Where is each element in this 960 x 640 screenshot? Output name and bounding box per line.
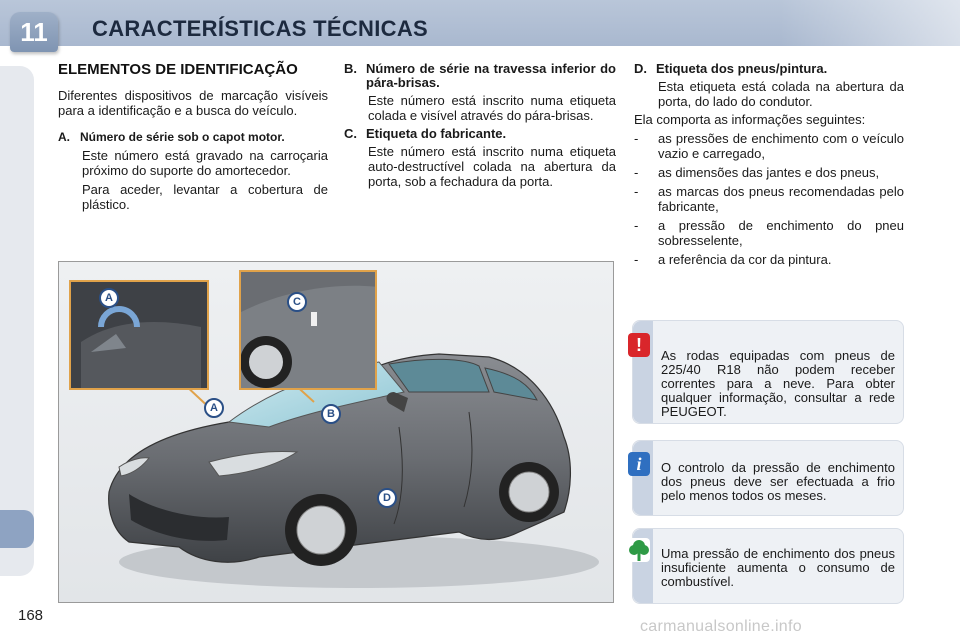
watermark: carmanualsonline.info: [640, 618, 802, 635]
engine-bay-drawing: [71, 282, 209, 390]
list-item: - as dimensões das jantes e dos pneus,: [634, 165, 880, 180]
eco-note: [632, 528, 904, 604]
intro-paragraph: Diferentes dispositivos de marcação visíveis para a identificação e a busca do veículo.: [58, 88, 328, 118]
item-c-letter: C.: [344, 126, 357, 141]
inset-engine-bay: [69, 280, 209, 390]
item-d-letter: D.: [634, 61, 647, 76]
item-a-paragraph-2: Para aceder, levantar a cobertura de plástico.: [82, 182, 328, 212]
chapter-number: 11: [10, 12, 58, 52]
marker-b: B: [321, 404, 341, 424]
item-d-title-text: Etiqueta dos pneus/pintura.: [656, 61, 828, 76]
warning-note: [632, 320, 904, 424]
item-c-title-text: Etiqueta do fabricante.: [366, 126, 507, 141]
list-item: - as pressões de enchimento com o veículo vazio e carregado,: [634, 131, 904, 161]
item-b-letter: B.: [344, 61, 357, 76]
eco-tree-icon: [628, 538, 650, 562]
marker-c-inset: C: [287, 292, 307, 312]
item-a-paragraph-1: Este número está gravado na carroçaria próximo do suporte do amortecedor.: [82, 148, 328, 178]
item-b-title-text: Número de série na travessa inferior do pára-brisas.: [366, 61, 616, 90]
section-heading: ELEMENTOS DE IDENTIFICAÇÃO: [58, 61, 298, 78]
page-number: 168: [18, 607, 44, 624]
marker-a-inset: A: [99, 288, 119, 308]
column-identification: [58, 62, 328, 212]
eco-note-text: Uma pressão de enchimento dos pneus insuficiente aumenta o consumo de combustível.: [661, 546, 895, 589]
item-b-title: [344, 62, 616, 90]
info-note-text: O controlo da pressão de enchimento dos pneus deve ser efectuada a frio pelo menos todos os meses.: [661, 460, 895, 503]
item-a-title-text: Número de série sob o capot motor.: [80, 130, 285, 144]
car-illustration: [58, 261, 614, 603]
info-lead: Ela comporta as informações seguintes:: [634, 112, 866, 127]
item-d-body: Esta etiqueta está colada na abertura da porta, do lado do condutor.: [658, 79, 904, 109]
list-item: - a pressão de enchimento do pneu sobresselente,: [634, 218, 904, 248]
page-title: CARACTERÍSTICAS TÉCNICAS: [92, 16, 428, 41]
item-b-body: Este número está inscrito numa etiqueta colada e visível através do pára-brisas.: [368, 93, 616, 123]
marker-a: A: [204, 398, 224, 418]
door-opening-drawing: [241, 272, 377, 390]
warning-icon: !: [628, 333, 650, 357]
item-c-title: [344, 127, 616, 141]
info-note: [632, 440, 904, 516]
marker-d: D: [377, 488, 397, 508]
inset-door-opening: [239, 270, 377, 390]
list-item: - a referência da cor da pintura.: [634, 252, 832, 267]
item-d-title: [634, 62, 904, 76]
column-tyre-label: [634, 62, 904, 267]
item-a-letter: A.: [58, 130, 70, 144]
side-tab: [0, 510, 34, 548]
info-icon: i: [628, 452, 650, 476]
item-a-title: [58, 130, 328, 144]
column-serial-labels: [344, 62, 616, 189]
item-c-body: Este número está inscrito numa etiqueta auto-destructível colada na abertura da porta, sob a fechadura da porta.: [368, 144, 616, 189]
warning-note-text: As rodas equipadas com pneus de 225/40 R18 não podem receber correntes para a neve. Para obter qualquer informação, consultar a rede PEUGEOT.: [661, 348, 895, 419]
list-item: - as marcas dos pneus recomendadas pelo fabricante,: [634, 184, 904, 214]
side-strip: [0, 66, 34, 576]
